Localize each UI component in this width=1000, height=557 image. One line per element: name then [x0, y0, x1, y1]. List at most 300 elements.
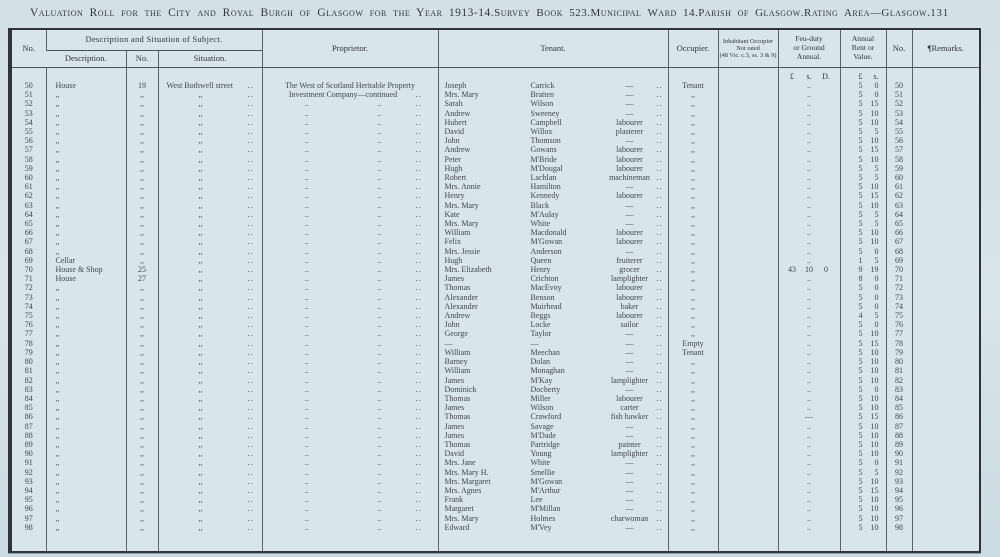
table-row: [10, 495, 980, 504]
row-no-cell: 71: [24, 274, 33, 284]
inhabitant-occupier-cell: [718, 283, 778, 292]
tenant-ditto-dots: ..: [656, 154, 663, 164]
proprietor-text: ..: [415, 209, 422, 219]
tenant-cell: [438, 311, 668, 320]
rent-shillings: 10: [870, 136, 879, 146]
situation-text: ,,: [198, 154, 203, 164]
situation-text: ,,: [198, 513, 203, 523]
proprietor-cell: [262, 440, 438, 449]
tenant-cell: [438, 81, 668, 90]
rent-pounds: 5: [858, 99, 863, 109]
description-cell: ,,: [46, 376, 126, 385]
remarks-cell: [912, 201, 980, 210]
rent-shillings: 10: [870, 522, 879, 532]
feu-unit: s.: [806, 71, 812, 81]
table-row: [10, 247, 980, 256]
feu-duty-value: ..: [807, 219, 811, 229]
row-no-cell: 98: [24, 522, 33, 532]
row-no-cell: 79: [24, 347, 33, 357]
feu-duty-value: ..: [807, 108, 811, 118]
situation-cell: [158, 514, 262, 523]
situation-text: ,,: [198, 357, 203, 367]
tenant-cell: [438, 477, 668, 486]
proprietor-text: ..: [304, 458, 309, 468]
rent-pounds: 5: [858, 522, 863, 532]
inhabitant-occupier-cell: [718, 468, 778, 477]
feu-duty-cell: [778, 514, 840, 523]
description-cell: ,,: [46, 329, 126, 338]
annual-rent-cell: [840, 118, 886, 127]
situation-ditto-dots: ..: [247, 485, 254, 495]
proprietor-text: ..: [304, 513, 309, 523]
street-no-cell: ,,: [126, 283, 158, 292]
table-row: [10, 201, 980, 210]
row-no-right-cell: 93: [886, 477, 912, 486]
street-no-cell: ,,: [126, 385, 158, 394]
occupier-cell: ,,: [668, 210, 718, 219]
feu-duty-cell: [778, 357, 840, 366]
situation-cell: [158, 422, 262, 431]
feu-duty-cell: [778, 210, 840, 219]
occupier-cell: ,,: [668, 329, 718, 338]
annual-rent-cell: [840, 376, 886, 385]
rent-shillings: 5: [874, 127, 879, 137]
proprietor-text: ..: [377, 301, 382, 311]
proprietor-text: ..: [304, 485, 309, 495]
proprietor-text: ..: [415, 430, 422, 440]
proprietor-text: ..: [377, 108, 382, 118]
feu-duty-value: ..: [807, 237, 811, 247]
proprietor-text: ..: [377, 403, 382, 413]
tenant-surname: Campbell: [530, 117, 562, 127]
description-cell: ,,: [46, 201, 126, 210]
units-empty-cell: [126, 68, 158, 82]
rent-shillings: 10: [870, 366, 879, 376]
tenant-occupation: labourer: [616, 311, 643, 321]
table-row: [10, 302, 980, 311]
situation-text: ,,: [198, 393, 203, 403]
row-no-right-cell: 97: [886, 514, 912, 523]
annual-rent-cell: [840, 329, 886, 338]
feu-duty-cell: [778, 201, 840, 210]
row-no-cell: 97: [24, 513, 33, 523]
occupier-cell: ,,: [668, 477, 718, 486]
situation-text: ,,: [198, 292, 203, 302]
tenant-forename: Mrs. Mary: [444, 200, 479, 210]
situation-ditto-dots: ..: [247, 154, 254, 164]
header-street-no: No.: [126, 51, 158, 68]
inhabitant-occupier-cell: [718, 458, 778, 467]
description-cell: ,,: [46, 155, 126, 164]
proprietor-text: ..: [304, 127, 309, 137]
annual-rent-cell: [840, 293, 886, 302]
row-no-right-cell: 61: [886, 182, 912, 191]
tenant-occupation: —: [625, 384, 634, 394]
tenant-occupation: labourer: [616, 163, 643, 173]
description-cell: ,,: [46, 99, 126, 108]
tenant-cell: [438, 486, 668, 495]
tenant-surname: Dolan: [530, 357, 551, 367]
occupier-cell: ,,: [668, 357, 718, 366]
rent-pounds: 5: [858, 320, 863, 330]
table-row: [10, 329, 980, 338]
occupier-cell: Tenant: [668, 81, 718, 90]
situation-text: ,,: [198, 347, 203, 357]
page-header: [0, 0, 1000, 22]
proprietor-text: ..: [415, 384, 422, 394]
annual-rent-cell: [840, 155, 886, 164]
valuation-roll-table: [8, 28, 981, 553]
rent-pounds: 5: [858, 366, 863, 376]
tenant-ditto-dots: ..: [656, 393, 663, 403]
proprietor-text: ..: [377, 200, 382, 210]
tenant-occupation: painter: [618, 439, 641, 449]
tenant-surname: Sweeney: [530, 108, 560, 118]
tenant-occupation: —: [625, 81, 634, 90]
inhabitant-occupier-cell: [718, 173, 778, 182]
rent-pounds: 5: [858, 108, 863, 118]
proprietor-text: ..: [304, 357, 309, 367]
rent-pounds: 5: [858, 347, 863, 357]
feu-duty-value: ..: [807, 467, 811, 477]
feu-duty-cell: [778, 348, 840, 357]
situation-cell: [158, 302, 262, 311]
street-no-cell: ,,: [126, 486, 158, 495]
tenant-forename: Mrs. Jane: [444, 458, 476, 468]
situation-text: ,,: [198, 329, 203, 339]
tenant-forename: James: [444, 430, 465, 440]
description-cell: ,,: [46, 422, 126, 431]
occupier-cell: ,,: [668, 164, 718, 173]
proprietor-text: ..: [304, 99, 309, 109]
situation-text: ,,: [198, 301, 203, 311]
proprietor-text: ..: [304, 412, 309, 422]
annual-rent-cell: [840, 403, 886, 412]
situation-ditto-dots: ..: [247, 182, 254, 192]
situation-text: ,,: [198, 127, 203, 137]
tenant-ditto-dots: ..: [656, 90, 663, 100]
feu-duty-value: ..: [807, 311, 811, 321]
units-empty-cell: [912, 68, 980, 82]
tenant-occupation: baker: [620, 301, 639, 311]
feu-duty-cell: [778, 495, 840, 504]
proprietor-text: ..: [377, 283, 382, 293]
table-row: [10, 219, 980, 228]
situation-cell: [158, 228, 262, 237]
proprietor-text: ..: [377, 504, 382, 514]
feu-duty-value: ..: [807, 127, 811, 137]
tenant-occupation: —: [625, 458, 634, 468]
proprietor-text: ..: [304, 504, 309, 514]
feu-duty-value: ..: [807, 485, 811, 495]
row-no-cell: 65: [24, 219, 33, 229]
tenant-surname: M'Gowan: [530, 237, 563, 247]
description-cell: ,,: [46, 136, 126, 145]
tenant-surname: M'Arthur: [530, 485, 561, 495]
situation-text: ,,: [198, 412, 203, 422]
filler-cell: [668, 532, 718, 552]
annual-rent-cell: [840, 136, 886, 145]
proprietor-text: ..: [415, 145, 422, 155]
row-no-right-cell: 70: [886, 265, 912, 274]
proprietor-cell: [262, 495, 438, 504]
feu-duty-cell: [778, 458, 840, 467]
feu-duty-value: ..: [807, 117, 811, 127]
proprietor-cell: [262, 182, 438, 191]
tenant-occupation: —: [625, 182, 634, 192]
rent-pounds: 5: [858, 219, 863, 229]
feu-duty-cell: [778, 311, 840, 320]
situation-text: ,,: [198, 136, 203, 146]
tenant-forename: —: [444, 338, 453, 348]
proprietor-cell: [262, 90, 438, 99]
proprietor-cell: [262, 81, 438, 90]
situation-cell: [158, 118, 262, 127]
tenant-forename: Mrs. Mary: [444, 90, 479, 100]
proprietor-text: ..: [377, 246, 382, 256]
table-row: [10, 265, 980, 274]
tenant-surname: Carrick: [530, 81, 555, 90]
inhabitant-occupier-cell: [718, 256, 778, 265]
feu-duty-value: ..: [807, 513, 811, 523]
occupier-cell: ,,: [668, 385, 718, 394]
feu-duty-cell: [778, 422, 840, 431]
table-row: [10, 118, 980, 127]
tenant-occupation: —: [625, 90, 634, 100]
tenant-forename: Mrs. Jessie: [444, 246, 481, 256]
occupier-cell: ,,: [668, 201, 718, 210]
table-row: [10, 237, 980, 246]
filler-row: [10, 532, 980, 552]
tenant-surname: Henry: [530, 265, 551, 275]
tenant-surname: Meechan: [530, 347, 560, 357]
tenant-occupation: charwoman: [610, 513, 649, 523]
inhabitant-occupier-cell: [718, 127, 778, 136]
tenant-forename: Hugh: [444, 255, 463, 265]
row-no-cell: 68: [24, 246, 33, 256]
row-no-cell: 88: [24, 430, 33, 440]
tenant-surname: Taylor: [530, 329, 552, 339]
remarks-cell: [912, 182, 980, 191]
tenant-cell: [438, 164, 668, 173]
description-cell: ,,: [46, 468, 126, 477]
situation-ditto-dots: ..: [247, 274, 254, 284]
proprietor-cell: [262, 237, 438, 246]
row-no-right-cell: 84: [886, 394, 912, 403]
feu-duty-cell: [778, 155, 840, 164]
tenant-forename: Barney: [444, 357, 468, 367]
inhabitant-occupier-cell: [718, 265, 778, 274]
proprietor-cell: [262, 145, 438, 154]
header-occupier: Occupier.: [668, 29, 718, 68]
rent-shillings: 15: [870, 191, 879, 201]
annual-rent-cell: [840, 468, 886, 477]
tenant-ditto-dots: ..: [656, 338, 663, 348]
tenant-occupation: —: [625, 219, 634, 229]
proprietor-text: ..: [415, 513, 422, 523]
row-no-cell: 62: [24, 191, 33, 201]
street-no-cell: ,,: [126, 320, 158, 329]
proprietor-text: ..: [377, 412, 382, 422]
description-cell: ,,: [46, 219, 126, 228]
proprietor-text: ..: [377, 421, 382, 431]
rent-shillings: 5: [874, 219, 879, 229]
units-empty-cell: [10, 68, 46, 82]
feu-duty-value: ..: [807, 421, 811, 431]
situation-text: ,,: [198, 320, 203, 330]
inhabitant-occupier-cell: [718, 118, 778, 127]
occupier-cell: ,,: [668, 495, 718, 504]
occupier-cell: ,,: [668, 320, 718, 329]
proprietor-text: ..: [377, 384, 382, 394]
tenant-forename: Robert: [444, 173, 467, 183]
feu-duty-cell: [778, 136, 840, 145]
proprietor-text: ..: [415, 99, 422, 109]
filler-cell: [840, 532, 886, 552]
proprietor-cell: [262, 219, 438, 228]
feu-duty-cell: [778, 237, 840, 246]
feu-duty-value: ..: [807, 430, 811, 440]
inhabitant-line2: Not rated: [736, 44, 760, 52]
street-no-cell: ,,: [126, 173, 158, 182]
remarks-cell: [912, 495, 980, 504]
rent-unit-pounds: £: [858, 71, 863, 81]
row-no-cell: 89: [24, 439, 33, 449]
feu-duty-value: ..: [807, 246, 811, 256]
inhabitant-occupier-cell: [718, 201, 778, 210]
feu-duty-cell: [778, 127, 840, 136]
annual-rent-cell: [840, 431, 886, 440]
annual-rent-cell: [840, 127, 886, 136]
situation-cell: [158, 523, 262, 532]
situation-text: ,,: [198, 384, 203, 394]
tenant-occupation: labourer: [616, 292, 643, 302]
remarks-cell: [912, 210, 980, 219]
tenant-surname: M'Aulay: [530, 209, 559, 219]
table-row: [10, 145, 980, 154]
situation-cell: [158, 468, 262, 477]
rent-pounds: 5: [858, 449, 863, 459]
occupier-cell: ,,: [668, 403, 718, 412]
tenant-cell: [438, 293, 668, 302]
proprietor-text: ..: [304, 163, 309, 173]
table-row: [10, 127, 980, 136]
proprietor-cell: [262, 302, 438, 311]
street-no-cell: ,,: [126, 376, 158, 385]
annual-rent-cell: [840, 90, 886, 99]
feu-duty-value: ..: [807, 375, 811, 385]
rent-pounds: 5: [858, 136, 863, 146]
table-row: [10, 274, 980, 283]
row-no-cell: 56: [24, 136, 33, 146]
proprietor-cell: [262, 210, 438, 219]
street-no-cell: ,,: [126, 191, 158, 200]
description-cell: ,,: [46, 182, 126, 191]
tenant-surname: Beggs: [530, 311, 551, 321]
proprietor-text: ..: [415, 412, 422, 422]
feu-duty-cell: [778, 385, 840, 394]
proprietor-text: ..: [377, 228, 382, 238]
proprietor-text: ..: [415, 329, 422, 339]
proprietor-text: ..: [377, 522, 382, 532]
rent-pounds: 5: [858, 292, 863, 302]
situation-cell: [158, 109, 262, 118]
situation-cell: [158, 376, 262, 385]
proprietor-cell: [262, 458, 438, 467]
street-no-cell: ,,: [126, 99, 158, 108]
survey-book-label: Survey Book 523.: [494, 7, 591, 19]
rent-pounds: 5: [858, 504, 863, 514]
remarks-cell: [912, 366, 980, 375]
row-no-right-cell: 62: [886, 191, 912, 200]
situation-ditto-dots: ..: [247, 81, 254, 90]
table-row: [10, 293, 980, 302]
row-no-cell: 76: [24, 320, 33, 330]
table-row: [10, 504, 980, 513]
proprietor-text: ..: [377, 338, 382, 348]
tenant-surname: —: [530, 338, 539, 348]
tenant-cell: [438, 109, 668, 118]
occupier-cell: ,,: [668, 449, 718, 458]
proprietor-text: ..: [415, 108, 422, 118]
proprietor-text: ..: [415, 495, 422, 505]
remarks-cell: [912, 81, 980, 90]
table-row: [10, 99, 980, 108]
proprietor-text: ..: [304, 237, 309, 247]
rent-shillings: 10: [870, 154, 879, 164]
tenant-cell: [438, 182, 668, 191]
proprietor-text: ..: [304, 467, 309, 477]
proprietor-cell: [262, 477, 438, 486]
description-cell: ,,: [46, 523, 126, 532]
proprietor-cell: [262, 523, 438, 532]
units-empty-cell: [438, 68, 668, 82]
feu-duty-cell: [778, 431, 840, 440]
proprietor-text: ..: [415, 265, 422, 275]
rent-pounds: 5: [858, 403, 863, 413]
tenant-cell: [438, 191, 668, 200]
rent-shillings: 10: [870, 495, 879, 505]
description-cell: ,,: [46, 357, 126, 366]
tenant-cell: [438, 210, 668, 219]
feu-duty-cell: [778, 109, 840, 118]
feu-duty-cell: [778, 302, 840, 311]
occupier-cell: ,,: [668, 191, 718, 200]
feu-duty-cell: [778, 320, 840, 329]
row-no-right-cell: 76: [886, 320, 912, 329]
row-no-right-cell: 82: [886, 376, 912, 385]
tenant-ditto-dots: ..: [656, 329, 663, 339]
row-no-cell: 92: [24, 467, 33, 477]
row-no-right-cell: 83: [886, 385, 912, 394]
proprietor-text: ..: [415, 458, 422, 468]
tenant-surname: Crawford: [530, 412, 562, 422]
tenant-cell: [438, 366, 668, 375]
situation-text: ,,: [198, 430, 203, 440]
situation-cell: [158, 99, 262, 108]
tenant-surname: Macdonald: [530, 228, 567, 238]
feu-duty-value: ..: [807, 495, 811, 505]
proprietor-cell: [262, 201, 438, 210]
situation-text: ,,: [198, 117, 203, 127]
description-cell: ,,: [46, 477, 126, 486]
rent-shillings: 10: [870, 108, 879, 118]
street-no-cell: ,,: [126, 228, 158, 237]
feu-duty-value: ..: [807, 449, 811, 459]
feu-duty-value: ..: [807, 320, 811, 330]
tenant-ditto-dots: ..: [656, 145, 663, 155]
tenant-ditto-dots: ..: [656, 108, 663, 118]
